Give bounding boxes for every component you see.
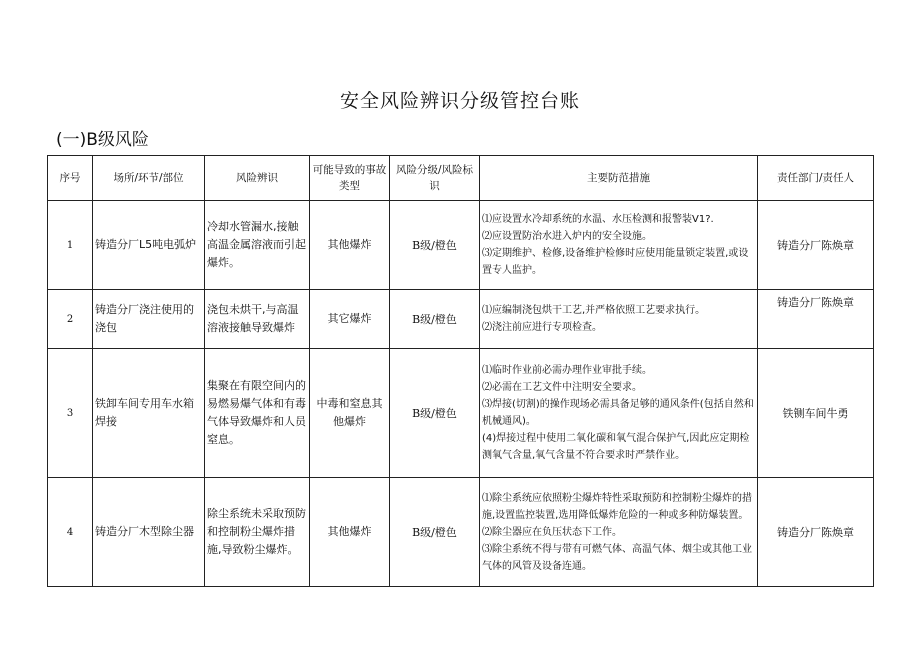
row-place: 铸造分厂浇注使用的浇包 bbox=[93, 290, 205, 349]
row-type: 其它爆炸 bbox=[310, 290, 390, 349]
measure-item: ⑴除尘系统应依照粉尘爆炸特性采取预防和控制粉尘爆炸的措施,设置监控装置,选用降低爆炸危险的一种或多种防爆装置。 bbox=[482, 492, 752, 521]
header-responsible: 责任部门/责任人 bbox=[758, 156, 874, 201]
header-type: 可能导致的事故类型 bbox=[310, 156, 390, 201]
row-level: B级/橙色 bbox=[390, 290, 480, 349]
measure-item: ⑴临时作业前必需办理作业审批手续。 bbox=[482, 365, 652, 376]
measure-item: ⑶定期维护、检修,设备维护检修时应使用能量锁定装置,或设置专人监护。 bbox=[482, 248, 749, 276]
document-title: 安全风险辨识分级管控台账 bbox=[339, 90, 580, 112]
row-level: B级/橙色 bbox=[390, 201, 480, 290]
table-row bbox=[48, 478, 874, 587]
measure-item: ⑶焊接(切割)的操作现场必需具备足够的通风条件(包括自然和机械通风)。 bbox=[482, 399, 754, 427]
row-place: 铸造分厂木型除尘器 bbox=[93, 478, 205, 587]
measure-item: ⑴应编制浇包烘干工艺,并严格依照工艺要求执行。 bbox=[482, 305, 706, 316]
row-responsible: 铸造分厂陈焕章 bbox=[758, 290, 874, 349]
row-risk: 除尘系统未采取预防和控制粉尘爆炸措施,导致粉尘爆炸。 bbox=[205, 478, 310, 587]
row-no: 1 bbox=[48, 201, 93, 290]
measure-item: ⑶除尘系统不得与带有可燃气体、高温气体、烟尘或其他工业气体的风管及设备连通。 bbox=[482, 543, 752, 572]
row-place: 铁卸车间专用车水箱焊接 bbox=[93, 349, 205, 478]
header-no: 序号 bbox=[48, 156, 93, 201]
row-no: 3 bbox=[48, 349, 93, 478]
header-level: 风险分级/风险标识 bbox=[390, 156, 480, 201]
row-type: 其他爆炸 bbox=[310, 478, 390, 587]
table-header-row bbox=[48, 156, 874, 201]
row-no: 4 bbox=[48, 478, 93, 587]
measure-item: ⑵必需在工艺文件中注明安全要求。 bbox=[482, 382, 642, 393]
table-row bbox=[48, 349, 874, 478]
header-risk: 风险辨识 bbox=[205, 156, 310, 201]
row-measures bbox=[480, 478, 758, 587]
row-responsible: 铁铡车间牛勇 bbox=[758, 349, 874, 478]
row-responsible: 铸造分厂陈焕章 bbox=[758, 478, 874, 587]
row-risk: 集聚在有限空间内的易燃易爆气体和有毒气体导致爆炸和人员窒息。 bbox=[205, 349, 310, 478]
header-place: 场所/环节/部位 bbox=[93, 156, 205, 201]
risk-ledger-table bbox=[47, 155, 874, 587]
row-place: 铸造分厂L5吨电弧炉 bbox=[93, 201, 205, 290]
row-level: B级/橙色 bbox=[390, 478, 480, 587]
row-level: B级/橙色 bbox=[390, 349, 480, 478]
row-measures bbox=[480, 349, 758, 478]
row-risk: 冷却水管漏水,接触高温金属溶液而引起爆炸。 bbox=[205, 201, 310, 290]
measure-item: (4)焊接过程中使用二氧化碳和氧气混合保护气,因此应定期检测氧气含量,氧气含量不符合要求时严禁作业。 bbox=[482, 433, 750, 461]
measure-item: ⑵浇注前应进行专项检查。 bbox=[482, 322, 602, 333]
row-measures bbox=[480, 201, 758, 290]
measure-item: ⑵应设置防治水进入炉内的安全设施。 bbox=[482, 231, 652, 242]
section-title: (一)B级风险 bbox=[56, 130, 149, 150]
row-measures bbox=[480, 290, 758, 349]
row-type: 其他爆炸 bbox=[310, 201, 390, 290]
table-row bbox=[48, 201, 874, 290]
measure-item: ⑵除尘器应在负压状态下工作。 bbox=[482, 526, 622, 538]
row-responsible: 铸造分厂陈焕章 bbox=[758, 201, 874, 290]
measure-item: ⑴应设置水冷却系统的水温、水压检测和报警装V1?. bbox=[482, 214, 714, 225]
table-row bbox=[48, 290, 874, 349]
header-measures: 主要防范措施 bbox=[480, 156, 758, 201]
row-type: 中毒和窒息其他爆炸 bbox=[310, 349, 390, 478]
row-risk: 浇包未烘干,与高温溶液接触导致爆炸 bbox=[205, 290, 310, 349]
row-no: 2 bbox=[48, 290, 93, 349]
